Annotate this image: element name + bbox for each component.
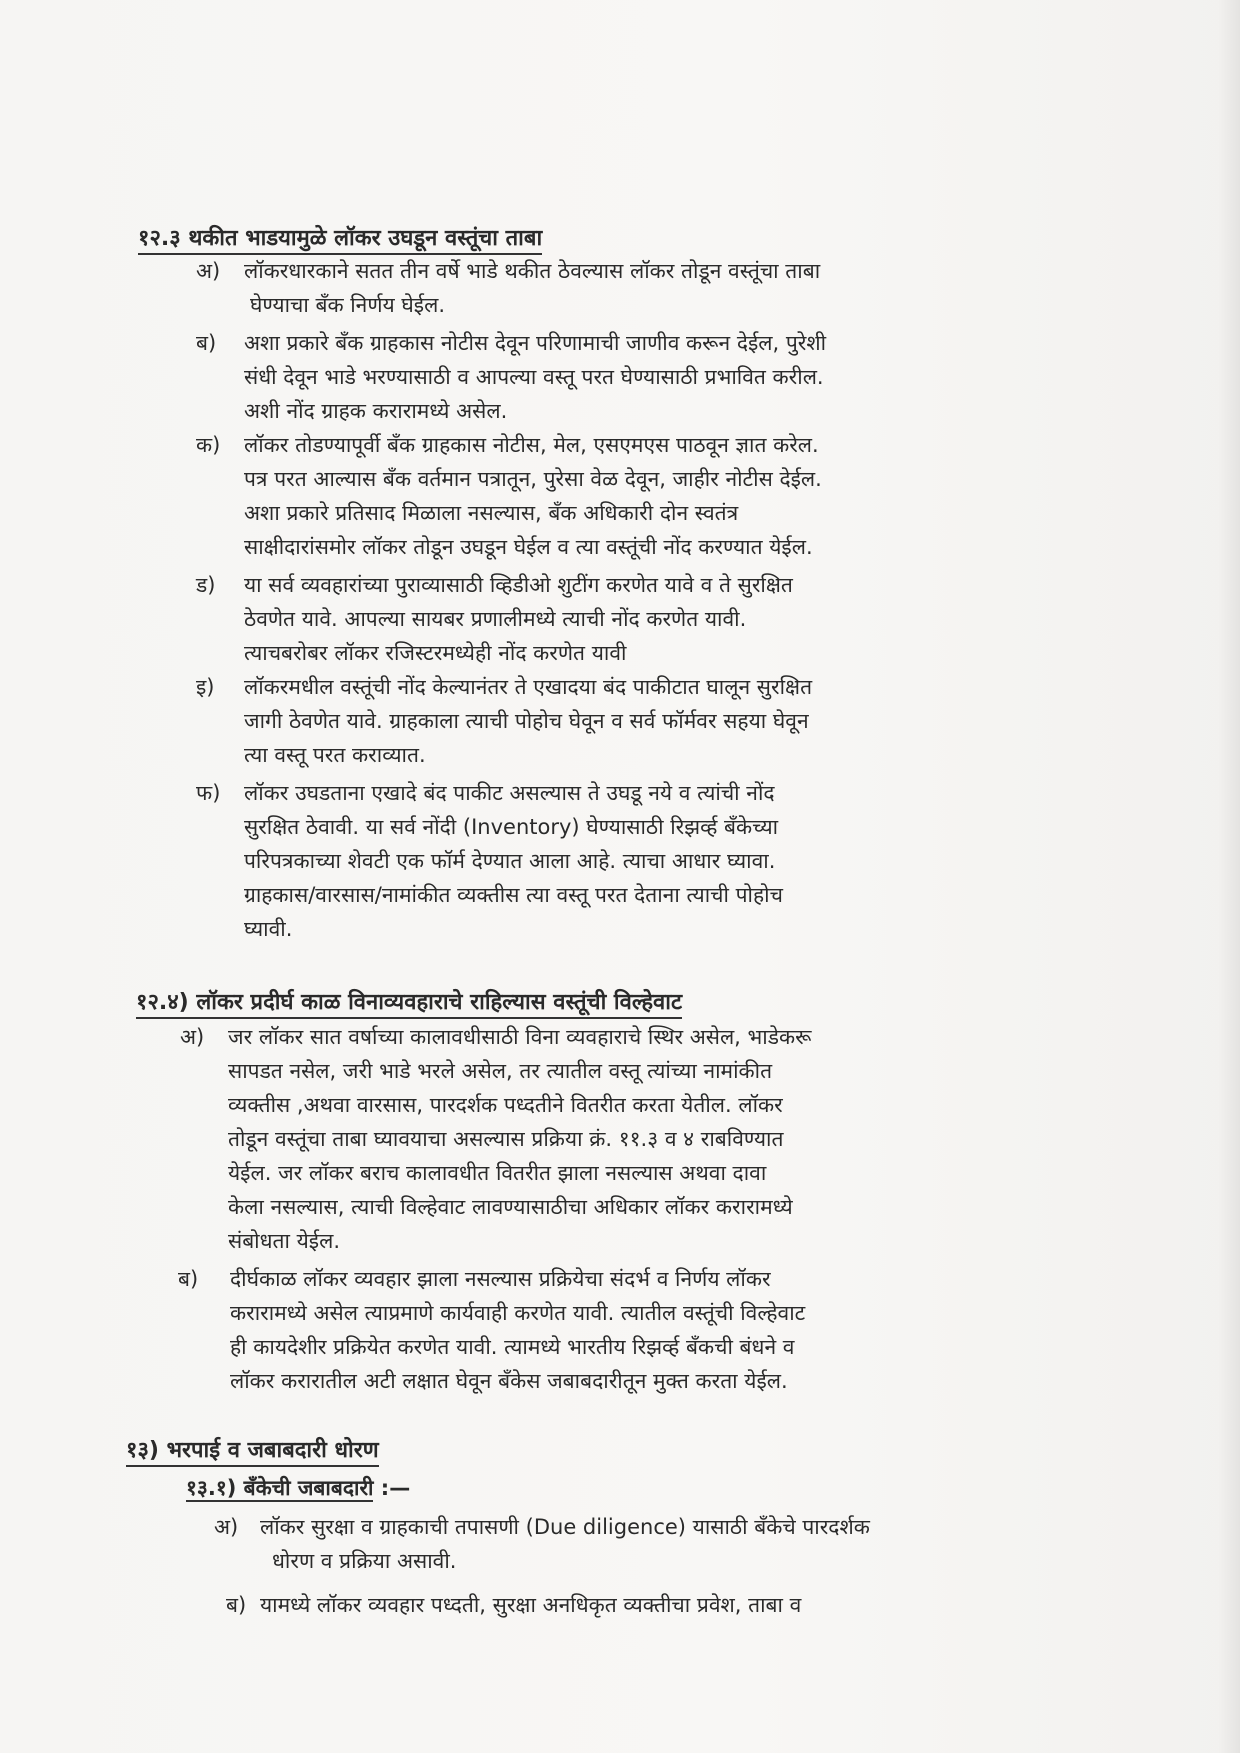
item-line: परिपत्रकाच्या शेवटी एक फॉर्म देण्यात आला आहे. त्याचा आधार घ्यावा.: [244, 849, 776, 873]
item-marker: अ): [214, 1515, 239, 1539]
item-line: ही कायदेशीर प्रक्रियेत करणेत यावी. त्यामध्ये भारतीय रिझर्व्ह बँकची बंधने व: [230, 1335, 795, 1359]
item-line: अशा प्रकारे प्रतिसाद मिळाला नसल्यास, बँक अधिकारी दोन स्वतंत्र: [244, 501, 739, 525]
item-line: दीर्घकाळ लॉकर व्यवहार झाला नसल्यास प्रक्रियेचा संदर्भ व निर्णय लॉकर: [230, 1267, 771, 1291]
item-line: केला नसल्यास, त्याची विल्हेवाट लावण्यासाठीचा अधिकार लॉकर करारामध्ये: [228, 1195, 793, 1219]
item-line: लॉकर सुरक्षा व ग्राहकाची तपासणी (Due diligence) यासाठी बँकेचे पारदर्शक: [260, 1515, 870, 1539]
item-line: घ्यावी.: [244, 917, 293, 941]
item-line: त्या वस्तू परत कराव्यात.: [244, 743, 426, 767]
section-12-3-heading: १२.३ थकीत भाडयामुळे लॉकर उघडून वस्तूंचा ताबा: [138, 222, 542, 255]
item-marker: ब): [226, 1593, 247, 1617]
s123-item-e: [196, 670, 813, 767]
item-marker: ड): [196, 573, 216, 597]
item-marker: फ): [196, 781, 221, 805]
item-marker: ब): [196, 331, 217, 355]
section-13-heading: १३) भरपाई व जबाबदारी धोरण: [126, 1434, 379, 1467]
s124-item-a: [180, 1020, 812, 1253]
item-line: संबोधता येईल.: [228, 1229, 341, 1253]
item-marker: अ): [196, 259, 221, 283]
item-line: अशा प्रकारे बँक ग्राहकास नोटीस देवून परिणामाची जाणीव करून देईल, पुरेशी: [244, 331, 827, 355]
section-13-1-heading: [186, 1474, 410, 1502]
item-line: ठेवणेत यावे. आपल्या सायबर प्रणालीमध्ये त्याची नोंद करणेत यावी.: [244, 607, 747, 631]
item-line: ग्राहकास/वारसास/नामांकीत व्यक्तीस त्या वस्तू परत देताना त्याची पोहोच: [244, 883, 783, 907]
s124-item-b: [178, 1262, 806, 1393]
item-line: लॉकरमधील वस्तूंची नोंद केल्यानंतर ते एखादया बंद पाकीटात घालून सुरक्षित: [244, 675, 813, 699]
item-line: सापडत नसेल, जरी भाडे भरले असेल, तर त्यातील वस्तू त्यांच्या नामांकीत: [228, 1059, 773, 1083]
item-line: धोरण व प्रक्रिया असावी.: [272, 1549, 457, 1573]
item-line: लॉकर उघडताना एखादे बंद पाकीट असल्यास ते उघडू नये व त्यांची नोंद: [244, 781, 775, 805]
s123-item-d: [196, 568, 793, 665]
page-edge-shadow: [1218, 0, 1240, 1753]
item-line: व्यक्तीस ,अथवा वारसास, पारदर्शक पध्दतीने वितरीत करता येतील. लॉकर: [228, 1093, 783, 1117]
item-line: घेण्याचा बँक निर्णय घेईल.: [250, 293, 446, 317]
item-line: या सर्व व्यवहारांच्या पुराव्यासाठी व्हिडीओ शुटींग करणेत यावे व ते सुरक्षित: [244, 573, 793, 597]
item-line: यामध्ये लॉकर व्यवहार पध्दती, सुरक्षा अनधिकृत व्यक्तीचा प्रवेश, ताबा व: [260, 1593, 802, 1617]
s123-item-f: [196, 776, 783, 941]
item-line: संधी देवून भाडे भरण्यासाठी व आपल्या वस्तू परत घेण्यासाठी प्रभावित करील.: [244, 365, 824, 389]
item-marker: ब): [178, 1267, 199, 1291]
section-13-1-title: १३.१) बँकेची जबाबदारी: [186, 1476, 374, 1500]
item-line: येईल. जर लॉकर बराच कालावधीत वितरीत झाला नसल्यास अथवा दावा: [228, 1161, 767, 1185]
item-line: जागी ठेवणेत यावे. ग्राहकाला त्याची पोहोच घेवून व सर्व फॉर्मवर सहया घेवून: [244, 709, 809, 733]
s13-item-b: [226, 1588, 802, 1622]
section-13-1-suffix: :—: [373, 1476, 411, 1500]
s123-item-a: [196, 254, 821, 317]
item-line: सुरक्षित ठेवावी. या सर्व नोंदी (Inventory) घेण्यासाठी रिझर्व्ह बँकेच्या: [244, 815, 779, 839]
item-marker: क): [196, 433, 221, 457]
item-line: त्याचबरोबर लॉकर रजिस्टरमध्येही नोंद करणेत यावी: [244, 641, 627, 665]
item-line: साक्षीदारांसमोर लॉकर तोडून उघडून घेईल व त्या वस्तूंची नोंद करण्यात येईल.: [244, 535, 813, 559]
item-line: लॉकरधारकाने सतत तीन वर्षे भाडे थकीत ठेवल्यास लॉकर तोडून वस्तूंचा ताबा: [244, 259, 821, 283]
item-line: करारामध्ये असेल त्याप्रमाणे कार्यवाही करणेत यावी. त्यातील वस्तूंची विल्हेवाट: [230, 1301, 806, 1325]
item-marker: अ): [180, 1025, 205, 1049]
item-line: अशी नोंद ग्राहक करारामध्ये असेल.: [244, 399, 508, 423]
item-line: पत्र परत आल्यास बँक वर्तमान पत्रातून, पुरेसा वेळ देवून, जाहीर नोटीस देईल.: [244, 467, 822, 491]
item-line: तोडून वस्तूंचा ताबा घ्यावयाचा असल्यास प्रक्रिया क्रं. ११.३ व ४ राबविण्यात: [228, 1127, 784, 1151]
s123-item-c: [196, 428, 822, 559]
section-12-4-heading: १२.४) लॉकर प्रदीर्घ काळ विनाव्यवहाराचे राहिल्यास वस्तूंची विल्हेवाट: [136, 986, 682, 1019]
s123-item-b: [196, 326, 827, 423]
item-line: जर लॉकर सात वर्षाच्या कालावधीसाठी विना व्यवहाराचे स्थिर असेल, भाडेकरू: [228, 1025, 812, 1049]
item-line: लॉकर तोडण्यापूर्वी बँक ग्राहकास नोटीस, मेल, एसएमएस पाठवून ज्ञात करेल.: [244, 433, 819, 457]
s13-item-a: [214, 1510, 870, 1573]
item-line: लॉकर करारातील अटी लक्षात घेवून बँकेस जबाबदारीतून मुक्त करता येईल.: [230, 1369, 788, 1393]
item-marker: इ): [196, 675, 215, 699]
